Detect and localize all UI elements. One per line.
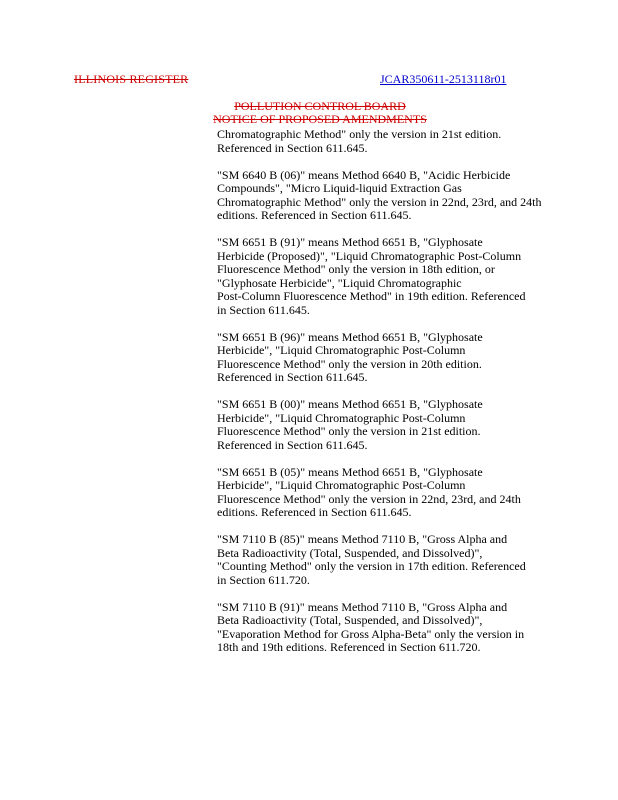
definition-paragraph: "SM 6640 B (06)" means Method 6640 B, "Acidic Herbicide Compounds", "Micro Liquid-liquid Extraction Gas Chromatographic Method" only the version in 22nd, 23rd, and 24th editions. Referenced in Section 611.645.	[217, 167, 542, 222]
definition-paragraph: "SM 7110 B (85)" means Method 7110 B, "Gross Alpha and Beta Radioactivity (Total, Suspended, and Dissolved)", "Counting Method" only the version in 17th edition. Referenced in Section 611.720.	[217, 532, 526, 587]
definition-paragraph: "SM 6651 B (96)" means Method 6651 B, "Glyphosate Herbicide", "Liquid Chromatographic Post-Column Fluorescence Method" only the version in 20th edition. Referenced in Section 611.645.	[217, 329, 483, 384]
notice-title	[190, 100, 450, 126]
board-name: POLLUTION CONTROL BOARD	[234, 99, 406, 113]
notice-heading: NOTICE OF PROPOSED AMENDMENTS	[213, 112, 427, 126]
document-body	[217, 128, 572, 668]
definition-paragraph: "SM 6651 B (00)" means Method 6651 B, "Glyphosate Herbicide", "Liquid Chromatographic Post-Column Fluorescence Method" only the version in 21st edition. Referenced in Section 611.645.	[217, 397, 483, 452]
definition-paragraph: "SM 7110 B (91)" means Method 7110 B, "Gross Alpha and Beta Radioactivity (Total, Suspended, and Dissolved)", "Evaporation Method for Gross Alpha-Beta" only the version in 18th and 19th editions. Referenced in Section 611.720.	[217, 599, 525, 654]
definition-paragraph: "SM 6651 B (91)" means Method 6651 B, "Glyphosate Herbicide (Proposed)", "Liquid Chromatographic Post-Column Fluorescence Method" only the version in 18th edition, or "Glyphosate Herbicide", "Liquid Chromatographic Post-Column Fluorescence Method" in 19th edition. Referenced in Section 611.645.	[217, 235, 526, 317]
document-id-link[interactable]: JCAR350611-2513118r01	[380, 72, 507, 86]
register-header: ILLINOIS REGISTER	[74, 72, 189, 86]
definition-paragraph: Chromatographic Method" only the version in 21st edition. Referenced in Section 611.645.	[217, 127, 502, 155]
definition-paragraph: "SM 6651 B (05)" means Method 6651 B, "Glyphosate Herbicide", "Liquid Chromatographic Post-Column Fluorescence Method" only the version in 22nd, 23rd, and 24th editions. Referenced in Section 611.645.	[217, 464, 521, 519]
